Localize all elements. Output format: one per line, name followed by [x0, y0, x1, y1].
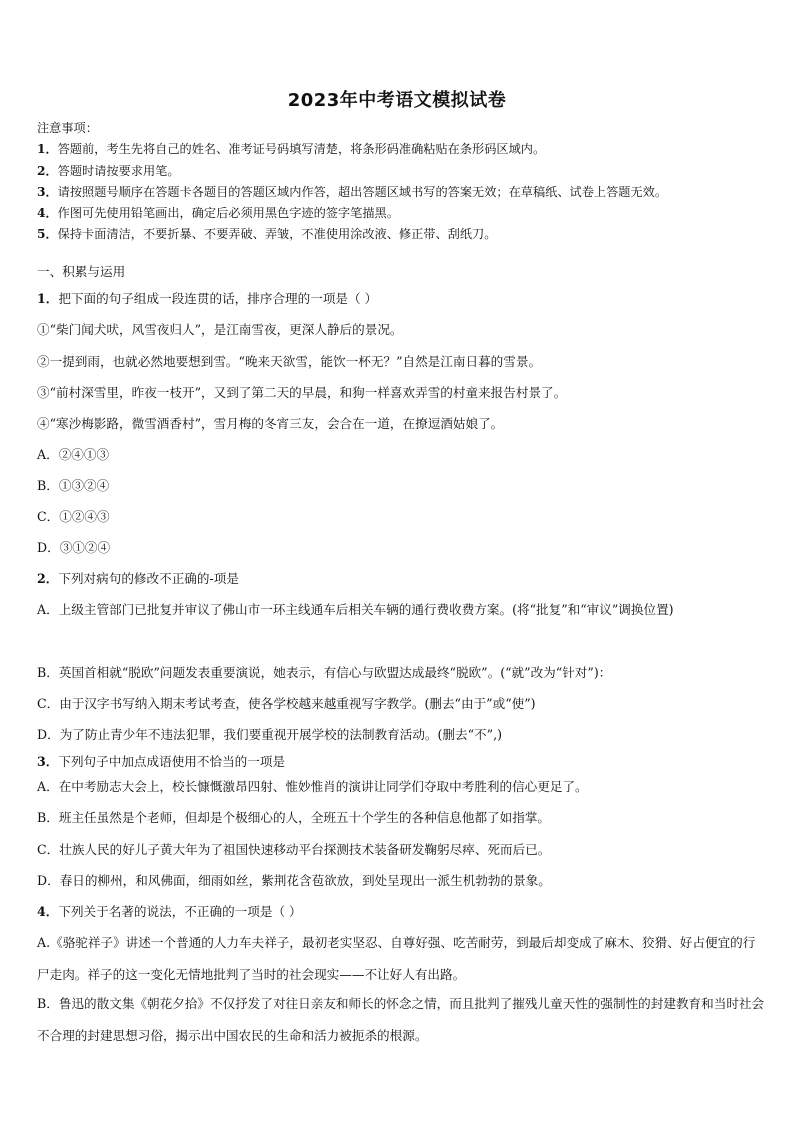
- q1-option-a: A．②④①③: [37, 447, 110, 462]
- q1-sentence-3: ③“前村深雪里，昨夜一枝开”，又到了第二天的早晨，和狗一样喜欢弄雪的村童来报告村景了。: [37, 385, 567, 400]
- note-text: 保持卡面清洁，不要折暴、不要弄破、弄皱，不准使用涂改液、修正带、刮纸刀。: [57, 227, 497, 242]
- q4-option-a: A.《骆驼祥子》讲述一个普通的人力车夫祥子，最初老实坚忍、自尊好强、吃苦耐劳，到最后却变成了麻木、狡猾、好占便宜的行尸走肉。祥子的这一变化无情地批判了当时的社会现实——不让好人有出路。: [37, 935, 756, 982]
- q2-option-a: A．上级主管部门已批复并审议了佛山市一环主线通车后相关车辆的通行费收费方案。(将“批复”和“审议”调换位置): [37, 602, 674, 617]
- question-3-stem: [37, 752, 285, 772]
- question-text: 下列句子中加点成语使用不恰当的一项是: [58, 754, 286, 769]
- note-text: 作图可先使用铅笔画出，确定后必须用黑色字迹的签字笔描黑。: [57, 206, 399, 221]
- q3-option-a: A．在中考励志大会上，校长慷慨激昂四射、惟妙惟肖的演讲让同学们夺取中考胜利的信心更足了。: [37, 779, 588, 794]
- q1-option-d: D．③①②④: [37, 540, 111, 555]
- note-number: 1．: [37, 142, 58, 157]
- question-number: 1．: [37, 291, 59, 306]
- question-text: 下列关于名著的说法，不正确的一项是（ ）: [58, 904, 302, 919]
- note-number: 5．: [37, 227, 58, 242]
- exam-title: 2023年中考语文模拟试卷: [287, 90, 507, 111]
- question-number: 3．: [37, 754, 59, 769]
- notes-heading: 注意事项：: [37, 121, 98, 135]
- q3-option-d: D．春日的柳州，和风佛面，细雨如丝，紫荆花含苞欲放，到处呈现出一派生机勃勃的景象。: [37, 873, 551, 888]
- q2-option-d: D．为了防止青少年不违法犯罪，我们要重视开展学校的法制教育活动。(删去“不”,): [37, 727, 502, 742]
- note-item: [37, 161, 767, 182]
- question-text: 下列对病句的修改不正确的-项是: [58, 571, 239, 586]
- q2-option-b: B．英国首相就“脱欧”问题发表重要演说，她表示，有信心与欧盟达成最终“脱欧”。(“就”改为“针对”)：: [37, 665, 612, 680]
- q4-option-b: B．鲁迅的散文集《朝花夕拾》不仅抒发了对往日亲友和师长的怀念之情，而且批判了摧残儿童天性的强制性的封建教育和当时社会不合理的封建思想习俗，揭示出中国农民的生命和活力被扼杀的根源。: [37, 996, 765, 1043]
- note-item: [37, 182, 767, 203]
- note-item: [37, 139, 767, 160]
- question-2-stem: [37, 569, 239, 589]
- notes-section: [37, 118, 767, 246]
- question-number: 2．: [37, 571, 59, 586]
- q1-sentence-1: ①“柴门闻犬吠，风雪夜归人”，是江南雪夜，更深人静后的景况。: [37, 322, 403, 337]
- q3-option-b: B．班主任虽然是个老师，但却是个极细心的人，全班五十个学生的各种信息他都了如指掌。: [37, 810, 551, 825]
- note-number: 2．: [37, 163, 58, 178]
- note-text: 请按照题号顺序在答题卡各题目的答题区域内作答，超出答题区域书写的答案无效；在草稿纸、试卷上答题无效。: [57, 184, 668, 199]
- note-item: [37, 224, 767, 245]
- question-4-stem: [37, 902, 302, 922]
- q2-option-c: C．由于汉字书写纳入期末考试考查，使各学校越来越重视写字教学。(删去“由于”或“使”): [37, 696, 536, 711]
- q1-sentence-4: ④“寒沙梅影路，微雪酒香村”，雪月梅的冬宵三友，会合在一道，在撩逗酒姑娘了。: [37, 416, 504, 431]
- q1-option-b: B．①③②④: [37, 478, 110, 493]
- question-1-stem: [37, 289, 377, 309]
- note-text: 答题前，考生先将自己的姓名、准考证号码填写清楚，将条形码准确粘贴在条形码区域内。: [57, 142, 546, 157]
- q1-sentence-2: ②一提到雨，也就必然地要想到雪。“晚来天欲雪，能饮一杯无？”自然是江南日暮的雪景。: [37, 354, 542, 369]
- question-number: 4．: [37, 904, 59, 919]
- note-item: [37, 203, 767, 224]
- question-text: 把下面的句子组成一段连贯的话，排序合理的一项是（ ）: [58, 291, 378, 306]
- q3-option-c: C．壮族人民的好儿子黄大年为了祖国快速移动平台探测技术装备研发鞠躬尽瘁、死而后已。: [37, 842, 551, 857]
- q1-option-c: C．①②④③: [37, 509, 110, 524]
- note-number: 4．: [37, 206, 58, 221]
- section-heading: 一、积累与运用: [37, 264, 126, 279]
- note-text: 答题时请按要求用笔。: [57, 163, 180, 178]
- note-number: 3．: [37, 184, 58, 199]
